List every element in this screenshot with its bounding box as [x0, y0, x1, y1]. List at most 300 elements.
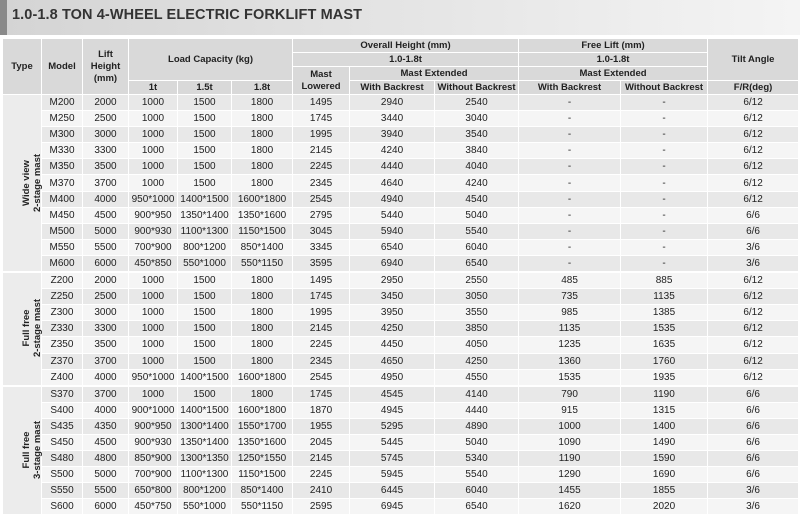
cell-cap-1t: 850*900 [129, 451, 178, 467]
cell-cap-15t: 1500 [178, 337, 232, 353]
table-row [3, 321, 799, 337]
cell-with-backrest: 4950 [350, 369, 435, 386]
group-type-label: Full free 2-stage mast [21, 299, 44, 358]
table-row [3, 127, 799, 143]
cell-free-without-backrest: 1385 [621, 305, 708, 321]
cell-lift-height: 5500 [83, 239, 129, 255]
cell-free-without-backrest: - [621, 95, 708, 111]
cell-cap-1t: 950*1000 [129, 369, 178, 386]
cell-cap-15t: 1350*1400 [178, 434, 232, 450]
header-free-mast-extended: Mast Extended [519, 67, 708, 81]
table-row [3, 337, 799, 353]
cell-model: Z300 [42, 305, 83, 321]
table-row [3, 111, 799, 127]
cell-free-without-backrest: 1855 [621, 483, 708, 499]
cell-cap-1t: 650*800 [129, 483, 178, 499]
cell-model: Z400 [42, 369, 83, 386]
cell-free-with-backrest: - [519, 207, 621, 223]
cell-with-backrest: 4945 [350, 402, 435, 418]
cell-cap-1t: 900*950 [129, 207, 178, 223]
cell-model: M600 [42, 255, 83, 272]
cell-tilt-angle: 6/6 [708, 402, 799, 418]
cell-free-with-backrest: - [519, 95, 621, 111]
cell-cap-15t: 1500 [178, 353, 232, 369]
cell-without-backrest: 3040 [435, 111, 519, 127]
cell-cap-1t: 1000 [129, 386, 178, 403]
cell-free-without-backrest: - [621, 111, 708, 127]
table-row [3, 191, 799, 207]
cell-free-without-backrest: - [621, 175, 708, 191]
cell-without-backrest: 5540 [435, 467, 519, 483]
cell-free-with-backrest: 790 [519, 386, 621, 403]
cell-mast-lowered: 2145 [293, 143, 350, 159]
page-title: 1.0-1.8 TON 4-WHEEL ELECTRIC FORKLIFT MAST [12, 7, 363, 23]
cell-cap-18t: 550*1150 [232, 255, 293, 272]
cell-cap-15t: 1100*1300 [178, 223, 232, 239]
cell-tilt-angle: 6/12 [708, 272, 799, 289]
cell-cap-1t: 900*1000 [129, 402, 178, 418]
cell-tilt-angle: 6/12 [708, 191, 799, 207]
cell-free-with-backrest: 1135 [519, 321, 621, 337]
header-type: Type [3, 39, 42, 95]
cell-mast-lowered: 1995 [293, 127, 350, 143]
table-row [3, 369, 799, 386]
table-row [3, 402, 799, 418]
cell-cap-15t: 800*1200 [178, 483, 232, 499]
group-type-cell [3, 95, 42, 273]
cell-model: Z370 [42, 353, 83, 369]
cell-lift-height: 4000 [83, 191, 129, 207]
cell-without-backrest: 4440 [435, 402, 519, 418]
table-row [3, 434, 799, 450]
cell-model: S500 [42, 467, 83, 483]
cell-tilt-angle: 6/12 [708, 159, 799, 175]
cell-cap-15t: 550*1000 [178, 499, 232, 515]
cell-with-backrest: 4250 [350, 321, 435, 337]
cell-cap-18t: 1800 [232, 175, 293, 191]
cell-model: M550 [42, 239, 83, 255]
cell-without-backrest: 5040 [435, 434, 519, 450]
cell-free-without-backrest: - [621, 207, 708, 223]
cell-with-backrest: 4640 [350, 175, 435, 191]
cell-cap-1t: 1000 [129, 127, 178, 143]
cell-tilt-angle: 6/6 [708, 386, 799, 403]
cell-mast-lowered: 2345 [293, 353, 350, 369]
cell-cap-15t: 550*1000 [178, 255, 232, 272]
cell-mast-lowered: 1495 [293, 95, 350, 111]
cell-without-backrest: 4040 [435, 159, 519, 175]
cell-cap-15t: 1500 [178, 321, 232, 337]
cell-mast-lowered: 2245 [293, 467, 350, 483]
cell-mast-lowered: 1870 [293, 402, 350, 418]
cell-model: S450 [42, 434, 83, 450]
cell-cap-18t: 1600*1800 [232, 369, 293, 386]
cell-tilt-angle: 6/12 [708, 111, 799, 127]
cell-free-with-backrest: 485 [519, 272, 621, 289]
cell-cap-18t: 1800 [232, 127, 293, 143]
cell-without-backrest: 4890 [435, 418, 519, 434]
cell-tilt-angle: 6/12 [708, 337, 799, 353]
cell-cap-18t: 1600*1800 [232, 402, 293, 418]
cell-model: M200 [42, 95, 83, 111]
cell-lift-height: 6000 [83, 499, 129, 515]
cell-model: Z330 [42, 321, 83, 337]
cell-with-backrest: 5945 [350, 467, 435, 483]
cell-lift-height: 4000 [83, 369, 129, 386]
cell-with-backrest: 4940 [350, 191, 435, 207]
cell-tilt-angle: 6/6 [708, 418, 799, 434]
header-mast-lowered: Mast Lowered [293, 67, 350, 95]
cell-mast-lowered: 2595 [293, 499, 350, 515]
cell-mast-lowered: 2545 [293, 369, 350, 386]
cell-mast-lowered: 2245 [293, 159, 350, 175]
cell-free-with-backrest: - [519, 111, 621, 127]
cell-cap-15t: 1500 [178, 305, 232, 321]
table-body [3, 95, 799, 515]
cell-cap-18t: 850*1400 [232, 239, 293, 255]
cell-with-backrest: 4240 [350, 143, 435, 159]
cell-cap-18t: 850*1400 [232, 483, 293, 499]
cell-model: S400 [42, 402, 83, 418]
title-accent-bar [0, 0, 7, 35]
cell-without-backrest: 4540 [435, 191, 519, 207]
cell-without-backrest: 3850 [435, 321, 519, 337]
cell-cap-18t: 1350*1600 [232, 434, 293, 450]
cell-tilt-angle: 6/12 [708, 305, 799, 321]
cell-with-backrest: 4450 [350, 337, 435, 353]
table-row [3, 95, 799, 111]
cell-lift-height: 5000 [83, 223, 129, 239]
cell-tilt-angle: 6/12 [708, 127, 799, 143]
cell-cap-1t: 1000 [129, 321, 178, 337]
cell-with-backrest: 5445 [350, 434, 435, 450]
cell-free-with-backrest: - [519, 175, 621, 191]
cell-model: S550 [42, 483, 83, 499]
cell-mast-lowered: 2345 [293, 175, 350, 191]
header-cap-15t: 1.5t [178, 81, 232, 95]
cell-model: M500 [42, 223, 83, 239]
cell-lift-height: 6000 [83, 255, 129, 272]
cell-cap-1t: 1000 [129, 95, 178, 111]
cell-lift-height: 2500 [83, 111, 129, 127]
cell-free-with-backrest: - [519, 127, 621, 143]
table-row [3, 255, 799, 272]
cell-with-backrest: 6940 [350, 255, 435, 272]
cell-free-without-backrest: 1190 [621, 386, 708, 403]
spec-table [2, 38, 799, 515]
cell-model: M330 [42, 143, 83, 159]
cell-cap-1t: 700*900 [129, 239, 178, 255]
cell-lift-height: 3700 [83, 353, 129, 369]
cell-free-without-backrest: - [621, 143, 708, 159]
cell-lift-height: 3300 [83, 321, 129, 337]
cell-free-with-backrest: 1360 [519, 353, 621, 369]
cell-cap-18t: 1150*1500 [232, 223, 293, 239]
cell-cap-15t: 1400*1500 [178, 191, 232, 207]
cell-lift-height: 4800 [83, 451, 129, 467]
header-free-without-backrest: Without Backrest [621, 81, 708, 95]
cell-model: M350 [42, 159, 83, 175]
cell-tilt-angle: 6/12 [708, 353, 799, 369]
title-bar [0, 0, 800, 35]
cell-cap-15t: 800*1200 [178, 239, 232, 255]
cell-free-with-backrest: 985 [519, 305, 621, 321]
cell-with-backrest: 3450 [350, 289, 435, 305]
cell-lift-height: 3500 [83, 159, 129, 175]
cell-cap-1t: 900*950 [129, 418, 178, 434]
cell-with-backrest: 6945 [350, 499, 435, 515]
cell-free-with-backrest: 1000 [519, 418, 621, 434]
cell-free-without-backrest: 1635 [621, 337, 708, 353]
cell-with-backrest: 5295 [350, 418, 435, 434]
header-cap-1t: 1t [129, 81, 178, 95]
cell-cap-1t: 450*850 [129, 255, 178, 272]
table-row [3, 223, 799, 239]
cell-cap-1t: 1000 [129, 111, 178, 127]
group-type-label: Wide view 2-stage mast [21, 153, 44, 212]
cell-without-backrest: 6540 [435, 499, 519, 515]
cell-without-backrest: 6040 [435, 239, 519, 255]
cell-cap-1t: 1000 [129, 337, 178, 353]
cell-lift-height: 2000 [83, 272, 129, 289]
cell-free-without-backrest: 1535 [621, 321, 708, 337]
cell-mast-lowered: 2410 [293, 483, 350, 499]
cell-cap-15t: 1300*1350 [178, 451, 232, 467]
cell-mast-lowered: 3345 [293, 239, 350, 255]
cell-tilt-angle: 6/12 [708, 369, 799, 386]
cell-cap-18t: 1250*1550 [232, 451, 293, 467]
header-free-with-backrest: With Backrest [519, 81, 621, 95]
cell-free-with-backrest: - [519, 191, 621, 207]
cell-cap-18t: 1800 [232, 353, 293, 369]
cell-tilt-angle: 6/6 [708, 451, 799, 467]
cell-cap-18t: 1800 [232, 386, 293, 403]
group-type-cell [3, 386, 42, 515]
cell-model: M370 [42, 175, 83, 191]
cell-mast-lowered: 1745 [293, 289, 350, 305]
cell-mast-lowered: 1745 [293, 386, 350, 403]
cell-cap-15t: 1500 [178, 111, 232, 127]
cell-model: Z350 [42, 337, 83, 353]
cell-without-backrest: 4250 [435, 353, 519, 369]
cell-cap-15t: 1500 [178, 95, 232, 111]
cell-free-with-backrest: - [519, 223, 621, 239]
table-row [3, 451, 799, 467]
cell-lift-height: 3500 [83, 337, 129, 353]
cell-without-backrest: 3050 [435, 289, 519, 305]
cell-cap-18t: 1800 [232, 272, 293, 289]
header-cap-18t: 1.8t [232, 81, 293, 95]
cell-free-without-backrest: - [621, 159, 708, 175]
header-tilt-fr: F/R(deg) [708, 81, 799, 95]
cell-free-with-backrest: 1620 [519, 499, 621, 515]
table-row [3, 499, 799, 515]
cell-cap-1t: 700*900 [129, 467, 178, 483]
cell-cap-15t: 1500 [178, 272, 232, 289]
cell-with-backrest: 5440 [350, 207, 435, 223]
header-without-backrest: Without Backrest [435, 81, 519, 95]
table-row [3, 483, 799, 499]
cell-without-backrest: 4240 [435, 175, 519, 191]
cell-cap-15t: 1300*1400 [178, 418, 232, 434]
cell-cap-15t: 1350*1400 [178, 207, 232, 223]
cell-free-with-backrest: - [519, 159, 621, 175]
cell-lift-height: 2500 [83, 289, 129, 305]
table-row [3, 418, 799, 434]
table-row [3, 175, 799, 191]
cell-free-without-backrest: 2020 [621, 499, 708, 515]
cell-free-without-backrest: 1400 [621, 418, 708, 434]
cell-cap-15t: 1500 [178, 175, 232, 191]
cell-cap-18t: 1150*1500 [232, 467, 293, 483]
cell-without-backrest: 5540 [435, 223, 519, 239]
cell-free-without-backrest: 1760 [621, 353, 708, 369]
cell-tilt-angle: 6/12 [708, 321, 799, 337]
cell-cap-15t: 1500 [178, 127, 232, 143]
cell-with-backrest: 3440 [350, 111, 435, 127]
cell-cap-1t: 900*930 [129, 223, 178, 239]
cell-with-backrest: 3940 [350, 127, 435, 143]
header-free-lift: Free Lift (mm) [519, 39, 708, 53]
table-row [3, 289, 799, 305]
cell-with-backrest: 6540 [350, 239, 435, 255]
cell-free-with-backrest: 1190 [519, 451, 621, 467]
header-overall-height: Overall Height (mm) [293, 39, 519, 53]
cell-cap-1t: 950*1000 [129, 191, 178, 207]
cell-cap-1t: 1000 [129, 272, 178, 289]
cell-cap-18t: 1800 [232, 305, 293, 321]
cell-cap-15t: 1500 [178, 289, 232, 305]
cell-free-without-backrest: 1135 [621, 289, 708, 305]
cell-without-backrest: 4550 [435, 369, 519, 386]
cell-cap-18t: 1800 [232, 95, 293, 111]
cell-free-with-backrest: 1290 [519, 467, 621, 483]
cell-lift-height: 4500 [83, 434, 129, 450]
cell-model: M300 [42, 127, 83, 143]
cell-tilt-angle: 3/6 [708, 239, 799, 255]
cell-tilt-angle: 6/6 [708, 434, 799, 450]
cell-without-backrest: 2550 [435, 272, 519, 289]
cell-tilt-angle: 3/6 [708, 255, 799, 272]
cell-tilt-angle: 6/12 [708, 95, 799, 111]
cell-free-without-backrest: 1690 [621, 467, 708, 483]
cell-without-backrest: 5040 [435, 207, 519, 223]
table-row [3, 386, 799, 403]
cell-tilt-angle: 6/6 [708, 207, 799, 223]
cell-model: M400 [42, 191, 83, 207]
cell-without-backrest: 3840 [435, 143, 519, 159]
cell-free-without-backrest: - [621, 191, 708, 207]
cell-mast-lowered: 1955 [293, 418, 350, 434]
cell-with-backrest: 4650 [350, 353, 435, 369]
cell-free-without-backrest: 1590 [621, 451, 708, 467]
cell-lift-height: 4350 [83, 418, 129, 434]
cell-lift-height: 3000 [83, 305, 129, 321]
cell-free-with-backrest: - [519, 143, 621, 159]
cell-free-with-backrest: 735 [519, 289, 621, 305]
cell-cap-18t: 1550*1700 [232, 418, 293, 434]
cell-with-backrest: 3950 [350, 305, 435, 321]
cell-free-with-backrest: - [519, 239, 621, 255]
cell-with-backrest: 4440 [350, 159, 435, 175]
cell-lift-height: 3300 [83, 143, 129, 159]
cell-cap-15t: 1500 [178, 386, 232, 403]
cell-mast-lowered: 2145 [293, 451, 350, 467]
cell-model: S370 [42, 386, 83, 403]
cell-cap-18t: 550*1150 [232, 499, 293, 515]
cell-model: Z200 [42, 272, 83, 289]
cell-model: S435 [42, 418, 83, 434]
cell-mast-lowered: 2545 [293, 191, 350, 207]
cell-cap-18t: 1800 [232, 143, 293, 159]
cell-lift-height: 2000 [83, 95, 129, 111]
cell-model: S480 [42, 451, 83, 467]
cell-cap-18t: 1600*1800 [232, 191, 293, 207]
cell-cap-1t: 1000 [129, 159, 178, 175]
cell-lift-height: 5000 [83, 467, 129, 483]
table-row [3, 239, 799, 255]
group-type-cell [3, 272, 42, 386]
cell-without-backrest: 5340 [435, 451, 519, 467]
cell-without-backrest: 3550 [435, 305, 519, 321]
cell-free-with-backrest: 1235 [519, 337, 621, 353]
cell-with-backrest: 2950 [350, 272, 435, 289]
cell-mast-lowered: 2145 [293, 321, 350, 337]
cell-cap-1t: 1000 [129, 175, 178, 191]
cell-mast-lowered: 3595 [293, 255, 350, 272]
cell-tilt-angle: 6/6 [708, 223, 799, 239]
cell-cap-1t: 900*930 [129, 434, 178, 450]
cell-cap-15t: 1500 [178, 159, 232, 175]
cell-free-with-backrest: 1090 [519, 434, 621, 450]
cell-without-backrest: 3540 [435, 127, 519, 143]
cell-lift-height: 4500 [83, 207, 129, 223]
cell-cap-15t: 1400*1500 [178, 402, 232, 418]
cell-cap-18t: 1350*1600 [232, 207, 293, 223]
header-mast-extended: Mast Extended [350, 67, 519, 81]
cell-cap-18t: 1800 [232, 321, 293, 337]
cell-tilt-angle: 3/6 [708, 483, 799, 499]
table-row [3, 353, 799, 369]
table-row [3, 143, 799, 159]
cell-model: S600 [42, 499, 83, 515]
cell-cap-1t: 1000 [129, 305, 178, 321]
group-type-label: Full free 3-stage mast [21, 421, 44, 480]
header-overall-range: 1.0-1.8t [293, 53, 519, 67]
cell-free-without-backrest: - [621, 239, 708, 255]
cell-free-without-backrest: - [621, 127, 708, 143]
cell-free-without-backrest: - [621, 255, 708, 272]
cell-lift-height: 5500 [83, 483, 129, 499]
cell-free-with-backrest: 915 [519, 402, 621, 418]
cell-without-backrest: 2540 [435, 95, 519, 111]
cell-tilt-angle: 3/6 [708, 499, 799, 515]
table-row [3, 305, 799, 321]
cell-cap-15t: 1100*1300 [178, 467, 232, 483]
cell-cap-1t: 450*750 [129, 499, 178, 515]
cell-cap-18t: 1800 [232, 289, 293, 305]
cell-free-without-backrest: 1935 [621, 369, 708, 386]
cell-cap-18t: 1800 [232, 337, 293, 353]
cell-model: Z250 [42, 289, 83, 305]
cell-without-backrest: 4050 [435, 337, 519, 353]
cell-tilt-angle: 6/12 [708, 143, 799, 159]
cell-mast-lowered: 2245 [293, 337, 350, 353]
table-row [3, 467, 799, 483]
header-model: Model [42, 39, 83, 95]
header-tilt-angle: Tilt Angle [708, 39, 799, 81]
cell-lift-height: 3000 [83, 127, 129, 143]
